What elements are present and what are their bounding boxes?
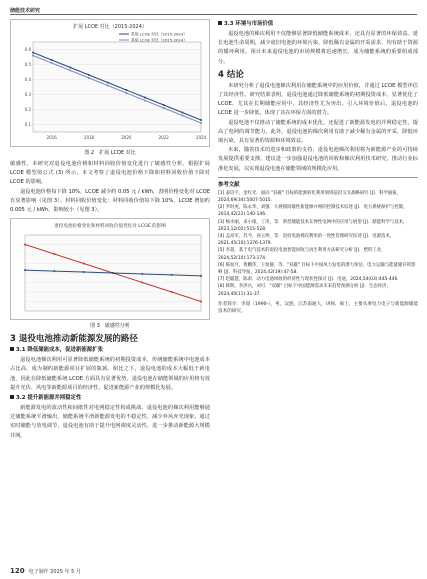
fig2-chart [11, 20, 209, 144]
reference-item: [7] 赵聪慧，陈肃．动力电池回收的经济性与现状性探讨 [J]．电池，2024,54(03):445-446. [218, 277, 399, 283]
square-bullet-icon [10, 395, 14, 399]
fig2-point [125, 92, 127, 94]
fig2-xtick: 2018 [83, 135, 95, 140]
fig2-title: 扩展 LCOE 对比（2015-2024） [73, 24, 147, 30]
fig2-point [125, 89, 127, 91]
fig2-ytick: 0.2 [24, 107, 31, 112]
header-rule [10, 14, 417, 15]
fig2-legend-label: 系统 LCOE 对比（2015-2024） [131, 31, 188, 37]
section-3-title: 3 退役电池推动新能源发展的路径 [10, 334, 138, 345]
right-column [218, 19, 418, 316]
reference-item: [2] 罗时虎，陈永华，刘强．大规模间歇性新能源并网的控制技术综述 [J]．电力系统保护与控制，2014,42(22):140-146. [218, 205, 408, 218]
fig2-plot-area [33, 42, 201, 132]
fig3-point [200, 301, 202, 303]
fig3-point [141, 273, 143, 275]
body-paragraph: 未来，随着技术的进步和政策的支持，退役电池梯次利用将为新能源产业的可持续发展提供重要支撑。建议进一步加强退役电池的回收和梯次利用技术研究，推动行业标准化发展，以实现退役电池在储能领域的规模化应用。 [218, 147, 418, 172]
fig2-legend-label: 系统 LCOE 对比（2015-2024） [131, 37, 188, 43]
fig3-point [171, 291, 173, 293]
fig2-point [88, 74, 90, 76]
fig3-point [112, 272, 114, 274]
author-bio: 作者简介：李超（1990-），男，汉族，江苏南通人，讲师，硕士，主要从事电力电子与新能源储能技术的研究。 [218, 301, 418, 315]
fig2-point [200, 122, 202, 124]
fig2-ytick: 0.4 [24, 77, 31, 82]
body-paragraph: 本研究分析了退役电池梯次利用在储能系统中的应用价值，并通过 LCOE 模型评估了其经济性。研究结果表明，退役电池通过降低储能系统的初期投资成本，显著优化了 LCOE，尤其在长期储能应用中，其经济性尤为突出。引入环境价值后，退役电池的 LCOE 进一步降低，体现了其在环保方面的潜力。 [218, 82, 418, 117]
subsection-3-3-title: 3.3 环境与市场价值 [224, 21, 274, 27]
fig3-point [83, 271, 85, 273]
reference-item: [1] 姜培宇，金红光．面向 "双碳" 目标的能源转化利用领域前沿交叉战略研究 [J]．科学通报，2024,69(34):5007-5015. [218, 190, 402, 204]
fig3-caption: 图 3 敏感性分析 [90, 323, 130, 330]
fig2-point [107, 82, 109, 84]
fig2-point [32, 52, 34, 54]
subsection-3-1 [10, 346, 210, 355]
fig2-point [200, 119, 202, 121]
body-paragraph: 退役电池的梯次利用不仅能够显著降低储能系统成本，还具有显著的环保效益。延长电池生命周期，减少废旧电池的环境污染、降低稀有金属的开采需求，均有助于资源的循环利用。预计未来退役电池的市场规模将迅速增长，成为储能系统的重要组成部分。 [218, 31, 418, 65]
fig2-point [181, 112, 183, 114]
fig2-ytick: 0.6 [24, 47, 31, 52]
fig2-xtick: 2024 [195, 135, 207, 140]
fig2-ytick: 0.5 [24, 62, 31, 67]
square-bullet-icon [10, 347, 14, 351]
running-header: 储能技术研究 [10, 8, 41, 14]
fig2-xtick: 2016 [46, 135, 57, 140]
fig2-point [32, 55, 34, 57]
fig3-title: 退役电池价格变化和材料回收价值变化对 LCOE 的影响 [54, 224, 166, 230]
square-bullet-icon [218, 21, 222, 25]
fig3-point [83, 263, 85, 265]
body-paragraph: 敏感性，本研究对退役电池价格和材料回收价值变化进行了敏感性分析。根据扩展 LCOE 模型如公式 (3) 所示，本文考察了退役电池价格下降和材料回收价值下降对 LCOE 的影响。 [10, 161, 210, 186]
reference-item: [6] 陈如月，黄鹏伟，王恒静，等．"双碳" 目标下中国风力发电的潜力预估、电力运输与能量储存的影响 [J]．科技导报，2024,42(19):47-58. [218, 262, 416, 276]
fig2-xtick: 2022 [158, 135, 169, 140]
fig3-point [24, 269, 26, 271]
fig2-point [107, 85, 109, 87]
fig3-chart [11, 219, 209, 317]
reference-item: [4] 孟高军，苏今，孙玉坤，等．退役电池梯次利用的一致性管理研究综述 [J]．电源技术，2021,45(10):1376-1379. [218, 234, 395, 247]
fig3-point [53, 270, 55, 272]
fig2-ytick: 0.3 [24, 92, 31, 97]
fig2-caption: 图 2 扩展 LCOE 对比 [84, 150, 136, 156]
reference-item: [5] 李超，基于电气技术的退役电池智能回收与再生利用方法研究分析 [J]．塑料工业，2024,52(10):173-174. [218, 248, 386, 261]
fig3-point [53, 253, 55, 255]
reference-item: [8] 韩辉，李洪兵，刘可．"双碳" 目标下中国能源需求未来趋势预测分析 [J]．生态经济，2024,40(11):31-37. [218, 284, 391, 297]
fig2-ytick: 0.1 [24, 122, 31, 127]
fig2-xtick: 2020 [121, 135, 132, 140]
body-paragraph: 退役电池不仅推动了储能系统的成本优化，还促进了新能源发电的并网稳定性，提高了电网的调节能力。此外，退役电池的梯次利用有助于减少稀有金属的开采，降低环境污染，具有显著的资源和环境效益。 [218, 119, 418, 145]
fig2-point [69, 70, 71, 72]
subsection-3-3 [218, 20, 418, 29]
fig2-point [51, 62, 53, 64]
fig3-point [24, 244, 26, 246]
fig2-point [51, 59, 53, 61]
body-paragraph: 新能源发电的波动性和间歇性对电网稳定性构成挑战。退役电池的梯次利用能够通过储能系统平滑输出，储能系统平滑新能源发电的不稳定性，减少弃风弃光现象。通过实时储能与放电调节，退役电池有助于提升电网调度灵活性，进一步推动新能源大规模并网。 [10, 405, 210, 439]
fig2-point [163, 104, 165, 106]
subsection-3-1-title: 3.1 降低储能成本，促进新能源扩张 [16, 347, 103, 354]
fig3-point [171, 274, 173, 276]
journal-info: 电子制作 2025 年 5 月 [28, 569, 81, 575]
section-4-title: 4 结论 [218, 69, 244, 80]
fig2-point [144, 100, 146, 102]
left-column [10, 19, 210, 441]
fig2-point [88, 77, 90, 79]
fig3-point [141, 282, 143, 284]
body-paragraph: 退役电池梯次利用可显著降低储能系统的初期投资成本，传统储能系统中电池成本占比高，成为制约新能源项目扩展的瓶颈。相比之下，退役电池的成本大幅低于新电池，因此在降低储能系统 LCOE 方面具有显著优势。退役电池在储能领域的应用将有效提升光伏、风电等新能源项目的经济性，促进新能源产业的规模化发展。 [10, 357, 210, 391]
fig2-point [69, 67, 71, 69]
fig2-point [144, 97, 146, 99]
reference-item: [3] 杨水丽，来小康，丁涛，等．新型储能技术在弹性电网中的应用与展望 [J]．储能科学与技术，2023,12(02):515-528. [218, 219, 408, 232]
figure-2 [10, 19, 210, 147]
fig2-point [181, 115, 183, 117]
fig2-point [163, 107, 165, 109]
references-title: 参考文献 [218, 177, 418, 190]
figure-3 [10, 218, 210, 320]
body-paragraph: 退役电池价格每下降 10%，LCOE 减少约 0.05 元 / kWh，表明价格变化对 LCOE 有显著影响（见图 3）。材料回收价值变化：材料回收价值每下降 10%，LCOE 增加约 0.005 元 / kWh，影响较小（见图 3）。 [10, 188, 210, 214]
page-number: 120 [10, 567, 25, 575]
subsection-3-2-title: 3.2 提升新能源并网稳定性 [16, 395, 82, 402]
subsection-3-2 [10, 394, 210, 403]
page-footer [10, 567, 81, 575]
fig3-point [200, 275, 202, 277]
reference-list [218, 190, 418, 298]
